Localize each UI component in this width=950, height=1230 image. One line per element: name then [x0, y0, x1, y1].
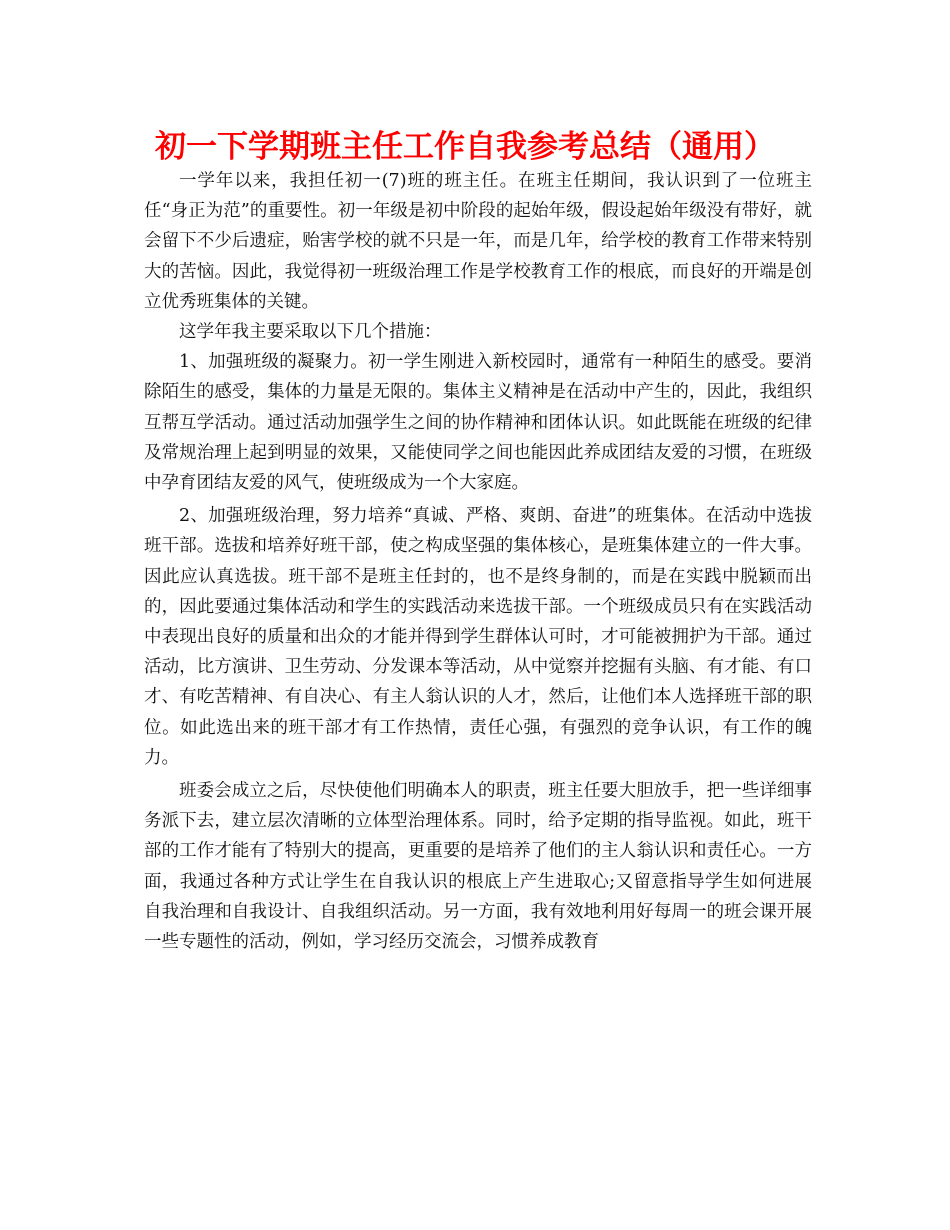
paragraph-intro: 一学年以来，我担任初一(7)班的班主任。在班主任期间，我认识到了一位班主任“身正为范”的重要性。初一年级是初中阶段的起始年级，假设起始年级没有带好，就会留下不少后遗症，贻害学校的就不只是一年，而是几年，给学校的教育工作带来特别大的苦恼。因此，我觉得初一班级治理工作是学校教育工作的根底，而良好的开端是创立优秀班集体的关键。	[144, 171, 812, 312]
paragraph-class-committee: 班委会成立之后，尽快使他们明确本人的职责，班主任要大胆放手，把一些详细事务派下去，建立层次清晰的立体型治理体系。同时，给予定期的指导监视。如此，班干部的工作才能有了特别大的提高，更重要的是培养了他们的主人翁认识和责任心。一方面，我通过各种方式让学生在自我认识的根底上产生进取心;又留意指导学生如何进展自我治理和自我设计、自我组织活动。另一方面，我有效地利用好每周一的班会课开展一些专题性的活动，例如，学习经历交流会，习惯养成教育	[144, 781, 812, 953]
document-body	[144, 166, 812, 957]
paragraph-measure-1: 1、加强班级的凝聚力。初一学生刚进入新校园时，通常有一种陌生的感受。要消除陌生的感受，集体的力量是无限的。集体主义精神是在活动中产生的，因此，我组织互帮互学活动。通过活动加强学生之间的协作精神和团体认识。如此既能在班级的纪律及常规治理上起到明显的效果，又能使同学之间也能因此养成团结友爱的习惯，在班级中孕育团结友爱的风气，使班级成为一个大家庭。	[144, 352, 812, 494]
document-title: 初一下学期班主任工作自我参考总结（通用）	[155, 129, 775, 165]
paragraph-measure-2: 2、加强班级治理，努力培养“真诚、严格、爽朗、奋进”的班集体。在活动中选拔班干部。选拔和培养好班干部，使之构成坚强的集体核心，是班集体建立的一件大事。因此应认真选拔。班干部不是班主任封的，也不是终身制的，而是在实践中脱颖而出的，因此要通过集体活动和学生的实践活动来选拔干部。一个班级成员只有在实践活动中表现出良好的质量和出众的才能并得到学生群体认可时，才可能被拥护为干部。通过活动，比方演讲、卫生劳动、分发课本等活动，从中觉察并挖掘有头脑、有才能、有口才、有吃苦精神、有自决心、有主人翁认识的人才，然后，让他们本人选择班干部的职位。如此选出来的班干部才有工作热情，责任心强，有强烈的竞争认识，有工作的魄力。	[144, 506, 812, 768]
paragraph-measures-intro: 这学年我主要采取以下几个措施：	[179, 322, 442, 343]
